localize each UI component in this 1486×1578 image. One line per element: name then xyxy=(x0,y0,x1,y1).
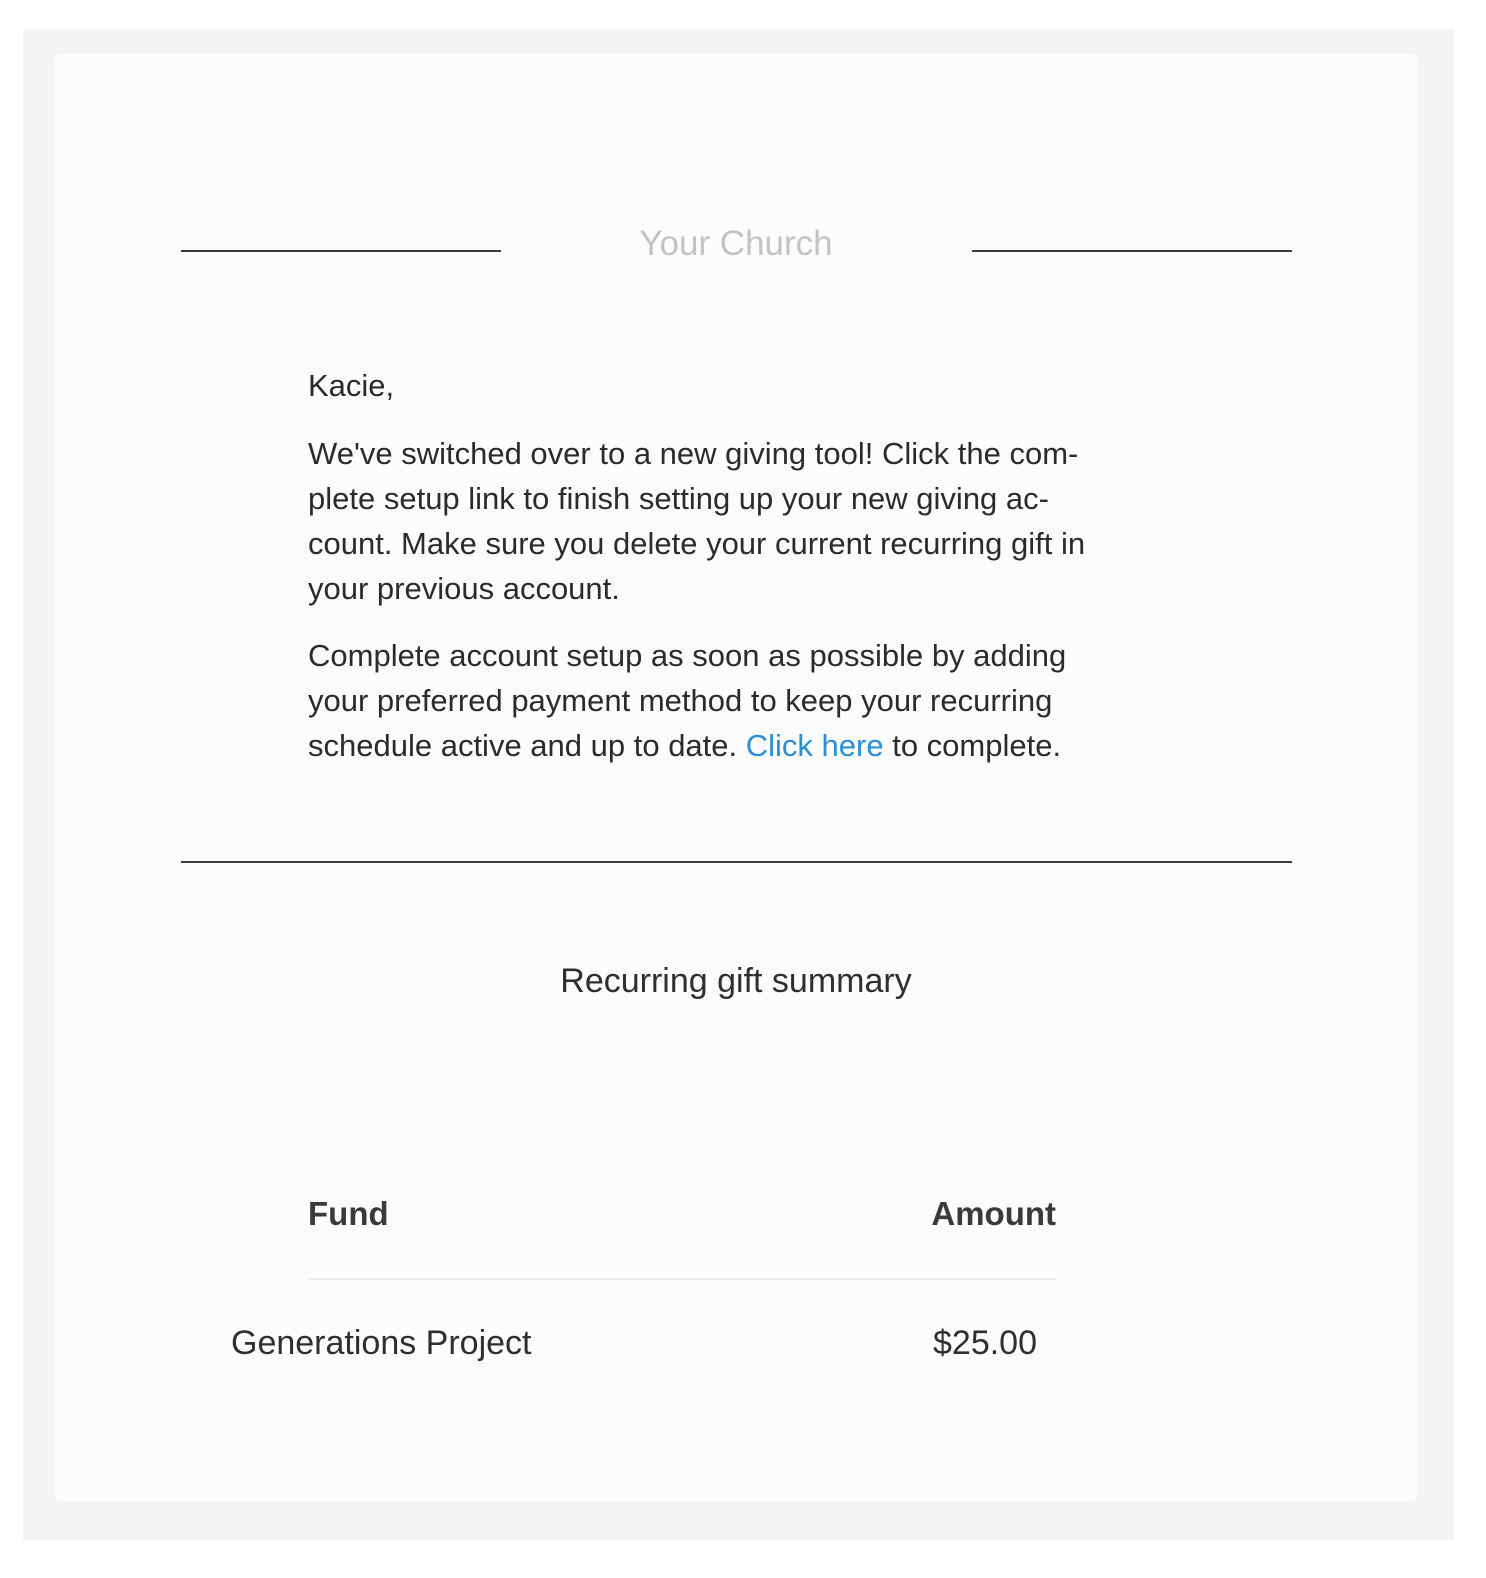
setup-paragraph xyxy=(308,633,1168,768)
setup-text-suffix: to complete. xyxy=(883,728,1062,763)
section-divider xyxy=(181,861,1292,863)
intro-line: your previous account. xyxy=(308,571,620,606)
header-rule-left xyxy=(181,250,501,252)
greeting: Kacie, xyxy=(308,368,395,403)
email-card xyxy=(54,53,1418,1501)
intro-paragraph xyxy=(308,431,1168,611)
email-background xyxy=(23,29,1454,1540)
table-header-rule xyxy=(308,1278,1056,1280)
setup-text-prefix: schedule active and up to date. xyxy=(308,728,746,763)
setup-line-last xyxy=(308,723,1168,768)
church-name: Your Church xyxy=(639,224,833,263)
fund-column-header: Fund xyxy=(308,1195,389,1232)
setup-line: your preferred payment method to keep your recurring xyxy=(308,683,1053,718)
intro-line: plete setup link to finish setting up your new giving ac- xyxy=(308,481,1049,516)
complete-setup-link[interactable]: Click here xyxy=(745,728,884,763)
setup-line: Complete account setup as soon as possible by adding xyxy=(308,638,1067,673)
intro-line: count. Make sure you delete your current recurring gift in xyxy=(308,526,1086,561)
summary-title: Recurring gift summary xyxy=(560,962,912,1000)
intro-line: We've switched over to a new giving tool! Click the com- xyxy=(308,436,1079,471)
fund-cell: Generations Project xyxy=(231,1324,532,1362)
header-rule-right xyxy=(972,250,1292,252)
amount-cell: $25.00 xyxy=(933,1324,1037,1362)
amount-column-header: Amount xyxy=(931,1195,1056,1232)
